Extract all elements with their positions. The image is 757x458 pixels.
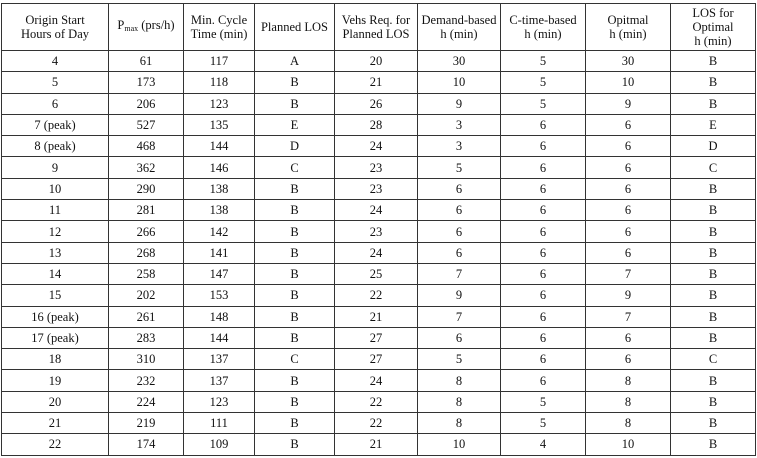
cell-pmax: 258 (109, 263, 184, 284)
cell-los-optimal: B (671, 242, 756, 263)
cell-planned-los: B (255, 434, 335, 455)
cell-planned-los: B (255, 200, 335, 221)
cell-pmax: 232 (109, 370, 184, 391)
header-pmax-letter: P (117, 18, 125, 32)
cell-vehs-req: 24 (335, 136, 418, 157)
cell-pmax: 266 (109, 221, 184, 242)
header-planned-los (255, 4, 335, 51)
cell-pmax: 468 (109, 136, 184, 157)
cell-los-optimal: B (671, 327, 756, 348)
cell-vehs-req: 22 (335, 285, 418, 306)
cell-pmax: 61 (109, 51, 184, 72)
cell-demand-based-h: 6 (418, 327, 501, 348)
cell-c-time-based-h: 6 (501, 242, 586, 263)
cell-planned-los: E (255, 114, 335, 135)
cell-los-optimal: E (671, 114, 756, 135)
cell-vehs-req: 20 (335, 51, 418, 72)
cell-min-cycle: 117 (184, 51, 255, 72)
cell-optimal-h: 6 (586, 200, 671, 221)
cell-planned-los: C (255, 157, 335, 178)
cell-origin-hour: 16 (peak) (2, 306, 109, 327)
cell-optimal-h: 8 (586, 413, 671, 434)
table-row (2, 178, 756, 199)
cell-min-cycle: 147 (184, 263, 255, 284)
cell-demand-based-h: 6 (418, 178, 501, 199)
cell-los-optimal: B (671, 263, 756, 284)
cell-los-optimal: B (671, 51, 756, 72)
cell-demand-based-h: 6 (418, 200, 501, 221)
table-row (2, 136, 756, 157)
los-table (1, 3, 756, 456)
cell-los-optimal: B (671, 434, 756, 455)
cell-c-time-based-h: 5 (501, 413, 586, 434)
cell-planned-los: B (255, 72, 335, 93)
cell-pmax: 283 (109, 327, 184, 348)
cell-min-cycle: 138 (184, 200, 255, 221)
cell-origin-hour: 11 (2, 200, 109, 221)
cell-los-optimal: B (671, 391, 756, 412)
cell-min-cycle: 153 (184, 285, 255, 306)
cell-demand-based-h: 9 (418, 93, 501, 114)
cell-planned-los: B (255, 413, 335, 434)
cell-demand-based-h: 8 (418, 413, 501, 434)
cell-origin-hour: 4 (2, 51, 109, 72)
cell-optimal-h: 10 (586, 434, 671, 455)
cell-vehs-req: 21 (335, 72, 418, 93)
cell-optimal-h: 7 (586, 263, 671, 284)
cell-pmax: 362 (109, 157, 184, 178)
cell-demand-based-h: 10 (418, 72, 501, 93)
cell-min-cycle: 123 (184, 93, 255, 114)
table-row (2, 157, 756, 178)
header-optimal-line2: h (min) (609, 27, 647, 41)
header-optimal-line1: Opitmal (607, 13, 649, 27)
cell-demand-based-h: 5 (418, 157, 501, 178)
cell-los-optimal: B (671, 200, 756, 221)
cell-vehs-req: 27 (335, 349, 418, 370)
cell-min-cycle: 111 (184, 413, 255, 434)
header-c-time-based (501, 4, 586, 51)
cell-vehs-req: 24 (335, 370, 418, 391)
cell-optimal-h: 9 (586, 285, 671, 306)
cell-origin-hour: 5 (2, 72, 109, 93)
cell-min-cycle: 144 (184, 136, 255, 157)
cell-demand-based-h: 3 (418, 136, 501, 157)
cell-vehs-req: 21 (335, 434, 418, 455)
cell-los-optimal: D (671, 136, 756, 157)
header-los-optimal-line1: LOS for Optimal (692, 6, 734, 34)
cell-demand-based-h: 6 (418, 242, 501, 263)
cell-los-optimal: B (671, 93, 756, 114)
cell-optimal-h: 6 (586, 221, 671, 242)
cell-c-time-based-h: 5 (501, 93, 586, 114)
header-los-optimal-line2: h (min) (694, 34, 732, 48)
header-demand-based (418, 4, 501, 51)
cell-c-time-based-h: 6 (501, 178, 586, 199)
cell-optimal-h: 6 (586, 114, 671, 135)
header-demand-based-line2: h (min) (440, 27, 478, 41)
cell-los-optimal: B (671, 72, 756, 93)
table-row (2, 434, 756, 455)
cell-min-cycle: 109 (184, 434, 255, 455)
cell-min-cycle: 144 (184, 327, 255, 348)
cell-origin-hour: 14 (2, 263, 109, 284)
cell-pmax: 219 (109, 413, 184, 434)
cell-pmax: 174 (109, 434, 184, 455)
header-vehs-req-line1: Vehs Req. for (341, 13, 411, 27)
cell-pmax: 261 (109, 306, 184, 327)
cell-demand-based-h: 5 (418, 349, 501, 370)
cell-demand-based-h: 10 (418, 434, 501, 455)
cell-origin-hour: 10 (2, 178, 109, 199)
cell-planned-los: C (255, 349, 335, 370)
cell-planned-los: B (255, 178, 335, 199)
cell-pmax: 173 (109, 72, 184, 93)
table-row (2, 370, 756, 391)
cell-optimal-h: 6 (586, 136, 671, 157)
cell-planned-los: B (255, 242, 335, 263)
table-row (2, 327, 756, 348)
table-row (2, 221, 756, 242)
cell-origin-hour: 8 (peak) (2, 136, 109, 157)
cell-origin-hour: 12 (2, 221, 109, 242)
cell-demand-based-h: 8 (418, 370, 501, 391)
cell-c-time-based-h: 6 (501, 157, 586, 178)
cell-origin-hour: 19 (2, 370, 109, 391)
cell-pmax: 290 (109, 178, 184, 199)
table-row (2, 242, 756, 263)
cell-min-cycle: 123 (184, 391, 255, 412)
cell-demand-based-h: 8 (418, 391, 501, 412)
cell-origin-hour: 17 (peak) (2, 327, 109, 348)
cell-origin-hour: 22 (2, 434, 109, 455)
cell-pmax: 310 (109, 349, 184, 370)
cell-los-optimal: B (671, 306, 756, 327)
cell-demand-based-h: 7 (418, 263, 501, 284)
cell-vehs-req: 21 (335, 306, 418, 327)
cell-optimal-h: 6 (586, 349, 671, 370)
table-row (2, 349, 756, 370)
table-row (2, 93, 756, 114)
cell-min-cycle: 118 (184, 72, 255, 93)
cell-los-optimal: C (671, 157, 756, 178)
cell-optimal-h: 6 (586, 242, 671, 263)
table-row (2, 51, 756, 72)
cell-origin-hour: 6 (2, 93, 109, 114)
cell-vehs-req: 23 (335, 221, 418, 242)
cell-planned-los: B (255, 327, 335, 348)
table-row (2, 263, 756, 284)
header-origin-start-line1: Origin Start (25, 13, 85, 27)
cell-c-time-based-h: 6 (501, 114, 586, 135)
header-min-cycle (184, 4, 255, 51)
cell-demand-based-h: 7 (418, 306, 501, 327)
cell-vehs-req: 27 (335, 327, 418, 348)
cell-planned-los: B (255, 370, 335, 391)
cell-vehs-req: 22 (335, 413, 418, 434)
table-body (2, 51, 756, 456)
table-row (2, 285, 756, 306)
cell-planned-los: B (255, 306, 335, 327)
cell-vehs-req: 24 (335, 242, 418, 263)
cell-optimal-h: 6 (586, 157, 671, 178)
cell-pmax: 527 (109, 114, 184, 135)
cell-optimal-h: 30 (586, 51, 671, 72)
cell-c-time-based-h: 6 (501, 263, 586, 284)
cell-origin-hour: 15 (2, 285, 109, 306)
cell-demand-based-h: 6 (418, 221, 501, 242)
cell-min-cycle: 146 (184, 157, 255, 178)
cell-c-time-based-h: 6 (501, 306, 586, 327)
header-pmax (109, 4, 184, 51)
cell-planned-los: B (255, 391, 335, 412)
cell-c-time-based-h: 6 (501, 327, 586, 348)
cell-pmax: 281 (109, 200, 184, 221)
table-row (2, 114, 756, 135)
cell-c-time-based-h: 6 (501, 200, 586, 221)
cell-c-time-based-h: 6 (501, 221, 586, 242)
header-c-time-based-line1: C-time-based (509, 13, 577, 27)
cell-min-cycle: 137 (184, 349, 255, 370)
cell-min-cycle: 138 (184, 178, 255, 199)
cell-optimal-h: 9 (586, 93, 671, 114)
cell-demand-based-h: 30 (418, 51, 501, 72)
cell-pmax: 224 (109, 391, 184, 412)
cell-c-time-based-h: 4 (501, 434, 586, 455)
table-row (2, 72, 756, 93)
header-origin-start (2, 4, 109, 51)
cell-planned-los: B (255, 221, 335, 242)
header-pmax-unit: (prs/h) (138, 18, 175, 32)
cell-min-cycle: 148 (184, 306, 255, 327)
cell-optimal-h: 8 (586, 370, 671, 391)
cell-vehs-req: 23 (335, 157, 418, 178)
cell-vehs-req: 22 (335, 391, 418, 412)
cell-pmax: 268 (109, 242, 184, 263)
header-los-optimal (671, 4, 756, 51)
cell-optimal-h: 10 (586, 72, 671, 93)
cell-planned-los: A (255, 51, 335, 72)
header-vehs-req (335, 4, 418, 51)
cell-c-time-based-h: 6 (501, 285, 586, 306)
header-demand-based-line1: Demand-based (421, 13, 497, 27)
cell-optimal-h: 8 (586, 391, 671, 412)
cell-origin-hour: 18 (2, 349, 109, 370)
cell-optimal-h: 6 (586, 178, 671, 199)
cell-c-time-based-h: 5 (501, 72, 586, 93)
cell-c-time-based-h: 5 (501, 51, 586, 72)
cell-planned-los: B (255, 285, 335, 306)
cell-c-time-based-h: 6 (501, 349, 586, 370)
cell-min-cycle: 137 (184, 370, 255, 391)
cell-planned-los: D (255, 136, 335, 157)
header-min-cycle-line1: Min. Cycle (190, 13, 248, 27)
cell-los-optimal: B (671, 178, 756, 199)
cell-vehs-req: 26 (335, 93, 418, 114)
cell-vehs-req: 28 (335, 114, 418, 135)
cell-min-cycle: 135 (184, 114, 255, 135)
cell-los-optimal: B (671, 413, 756, 434)
cell-los-optimal: B (671, 370, 756, 391)
header-row (2, 4, 756, 51)
cell-origin-hour: 9 (2, 157, 109, 178)
header-origin-start-line2: Hours of Day (20, 27, 90, 41)
cell-los-optimal: C (671, 349, 756, 370)
table-row (2, 306, 756, 327)
cell-vehs-req: 24 (335, 200, 418, 221)
cell-optimal-h: 6 (586, 327, 671, 348)
cell-vehs-req: 25 (335, 263, 418, 284)
header-planned-los-text: Planned LOS (260, 20, 328, 34)
cell-origin-hour: 20 (2, 391, 109, 412)
cell-los-optimal: B (671, 285, 756, 306)
cell-pmax: 202 (109, 285, 184, 306)
header-min-cycle-line2: Time (min) (190, 27, 248, 41)
header-c-time-based-line2: h (min) (524, 27, 562, 41)
table-row (2, 391, 756, 412)
header-vehs-req-line2: Planned LOS (342, 27, 410, 41)
cell-planned-los: B (255, 93, 335, 114)
header-optimal (586, 4, 671, 51)
cell-c-time-based-h: 6 (501, 370, 586, 391)
cell-demand-based-h: 3 (418, 114, 501, 135)
cell-optimal-h: 7 (586, 306, 671, 327)
cell-pmax: 206 (109, 93, 184, 114)
cell-los-optimal: B (671, 221, 756, 242)
cell-c-time-based-h: 6 (501, 136, 586, 157)
cell-origin-hour: 7 (peak) (2, 114, 109, 135)
cell-min-cycle: 141 (184, 242, 255, 263)
cell-min-cycle: 142 (184, 221, 255, 242)
table-row (2, 413, 756, 434)
cell-planned-los: B (255, 263, 335, 284)
table-row (2, 200, 756, 221)
cell-origin-hour: 13 (2, 242, 109, 263)
header-pmax-sub: max (124, 24, 139, 33)
cell-c-time-based-h: 5 (501, 391, 586, 412)
cell-demand-based-h: 9 (418, 285, 501, 306)
cell-origin-hour: 21 (2, 413, 109, 434)
cell-vehs-req: 23 (335, 178, 418, 199)
